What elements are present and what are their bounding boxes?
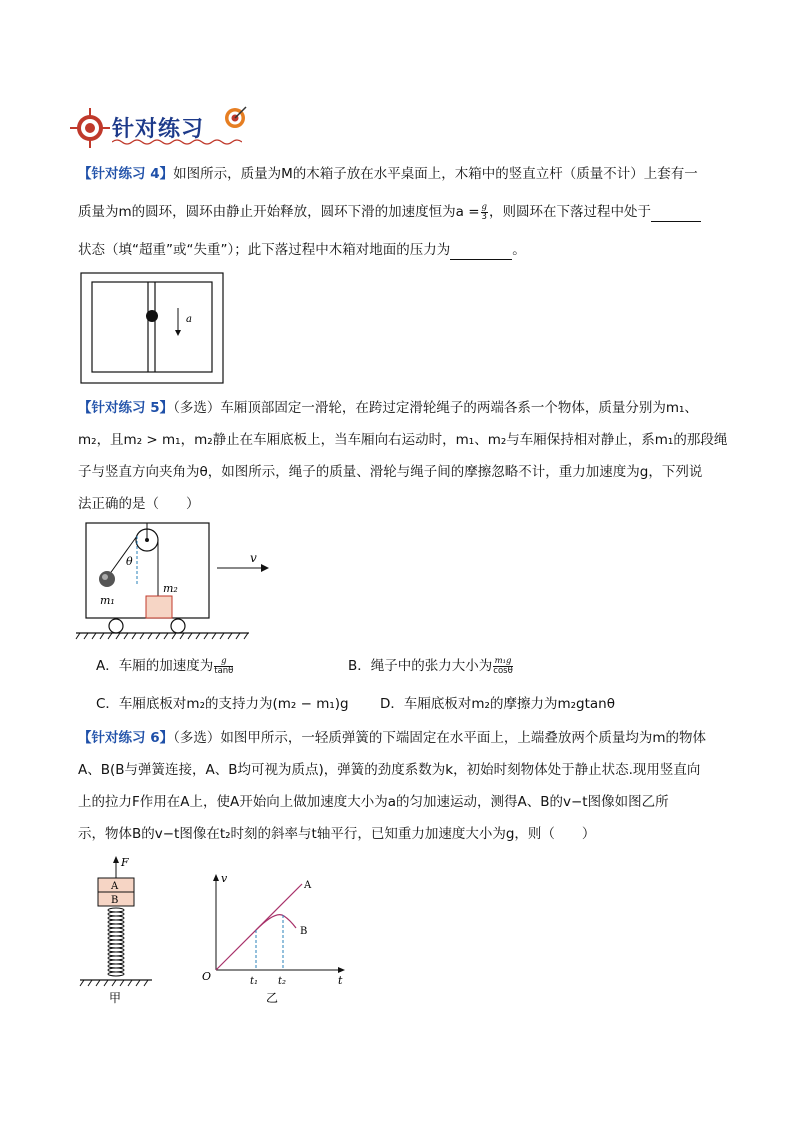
q4-figure [80, 272, 226, 386]
q5-figure [74, 518, 284, 648]
q5-fig-m2: m₂ [163, 582, 178, 595]
q6-line2: A、B(B与弹簧连接，A、B均可视为质点)，弹簧的劲度系数为k，初始时刻物体处于静止状态.现用竖直向 [78, 762, 701, 778]
q5-fig-velocity: v [250, 551, 257, 565]
q4-tag: 【针对练习 4】 [78, 166, 174, 182]
q5-fig-m1: m₁ [100, 594, 115, 607]
q6-fig-t2: t₂ [278, 976, 287, 987]
q5-option-a[interactable]: A．车厢的加速度为 $\frac{g}{\tan\theta}$ [96, 655, 234, 676]
q5-option-d[interactable]: D．车厢底板对m₂的摩擦力为m₂gtanθ [380, 696, 615, 712]
dart-target-icon [222, 104, 248, 130]
q4-blank2[interactable] [450, 245, 512, 260]
q6-tag: 【针对练习 6】 [78, 730, 174, 746]
wavy-underline [112, 138, 242, 146]
q4-line1 [78, 164, 718, 184]
q4-text1: 如图所示，质量为M的木箱子放在水平桌面上，木箱中的竖直立杆（质量不计）上套有一 [173, 166, 698, 182]
q5-line3: 子与竖直方向夹角为θ，如图所示，绳子的质量、滑轮与绳子间的摩擦忽略不计，重力加速度为g，下列说 [78, 464, 703, 480]
q5-option-b[interactable]: B．绳子中的张力大小为 $\frac{\text{m₁g}}{\cos\theta}$ [348, 655, 513, 676]
q4-line3: 状态（填“超重”或“失重”）；此下落过程中木箱对地面的压力为 。 [78, 242, 526, 258]
q5-line1: 【针对练习 5】（多选）车厢顶部固定一滑轮，在跨过定滑轮绳子的两端各系一个物体，质量分别为m₁、 [78, 400, 698, 416]
q6-fig-block-b: B [111, 895, 119, 906]
section-header [70, 100, 260, 150]
q4-text2a: 质量为m的圆环，圆环由静止开始释放，圆环下滑的加速度恒为a = [78, 204, 480, 220]
q4-fig-accel-label: a [186, 314, 192, 325]
q6-fig-force: F [121, 856, 129, 869]
q6-fig-origin: O [202, 970, 212, 983]
q4-blank1[interactable] [651, 207, 701, 222]
q6-figure-spring [76, 852, 166, 1012]
q6-fig-block-a: A [111, 881, 119, 892]
q5-tag: 【针对练习 5】 [78, 400, 174, 416]
q6-line4: 示，物体B的v−t图像在t₂时刻的斜率与t轴平行，已知重力加速度大小为g，则（ ） [78, 826, 596, 842]
q4-fraction: $\frac{g}{3}$ [481, 201, 487, 222]
q5-fig-theta: θ [126, 555, 133, 568]
section-title: 针对练习 [112, 117, 205, 142]
q6-fig-caption-left: 甲 [109, 991, 122, 1005]
q5-line4: 法正确的是（ ） [78, 496, 200, 512]
q6-line3: 上的拉力F作用在A上，使A开始向上做加速度大小为a的匀加速运动，测得A、B的v−t图像如图乙所 [78, 794, 669, 810]
q6-fig-t-axis: t [338, 974, 343, 987]
q6-fig-caption-right: 乙 [266, 991, 279, 1005]
q6-fig-v-axis: v [221, 872, 228, 885]
q4-text2b: ，则圆环在下落过程中处于 [488, 204, 651, 220]
q6-fig-line-b: B [300, 926, 308, 937]
q5-line2: m₂，且m₂ > m₁，m₂静止在车厢底板上，当车厢向右运动时，m₁、m₂与车厢保持相对静止，系m₁的那段绳 [78, 432, 728, 448]
q6-fig-line-a: A [304, 880, 312, 891]
q4-line2 [78, 202, 718, 222]
q6-fig-t1: t₁ [250, 976, 259, 987]
target-icon [70, 108, 110, 148]
q6-line1: 【针对练习 6】（多选）如图甲所示，一轻质弹簧的下端固定在水平面上，上端叠放两个质量均为m的物体 [78, 730, 706, 746]
q5-option-c[interactable]: C．车厢底板对m₂的支持力为(m₂ − m₁)g [96, 696, 349, 712]
q6-figure-vt-graph [198, 868, 358, 1008]
q4-text3a: 状态（填“超重”或“失重”）；此下落过程中木箱对地面的压力为 [78, 242, 451, 258]
